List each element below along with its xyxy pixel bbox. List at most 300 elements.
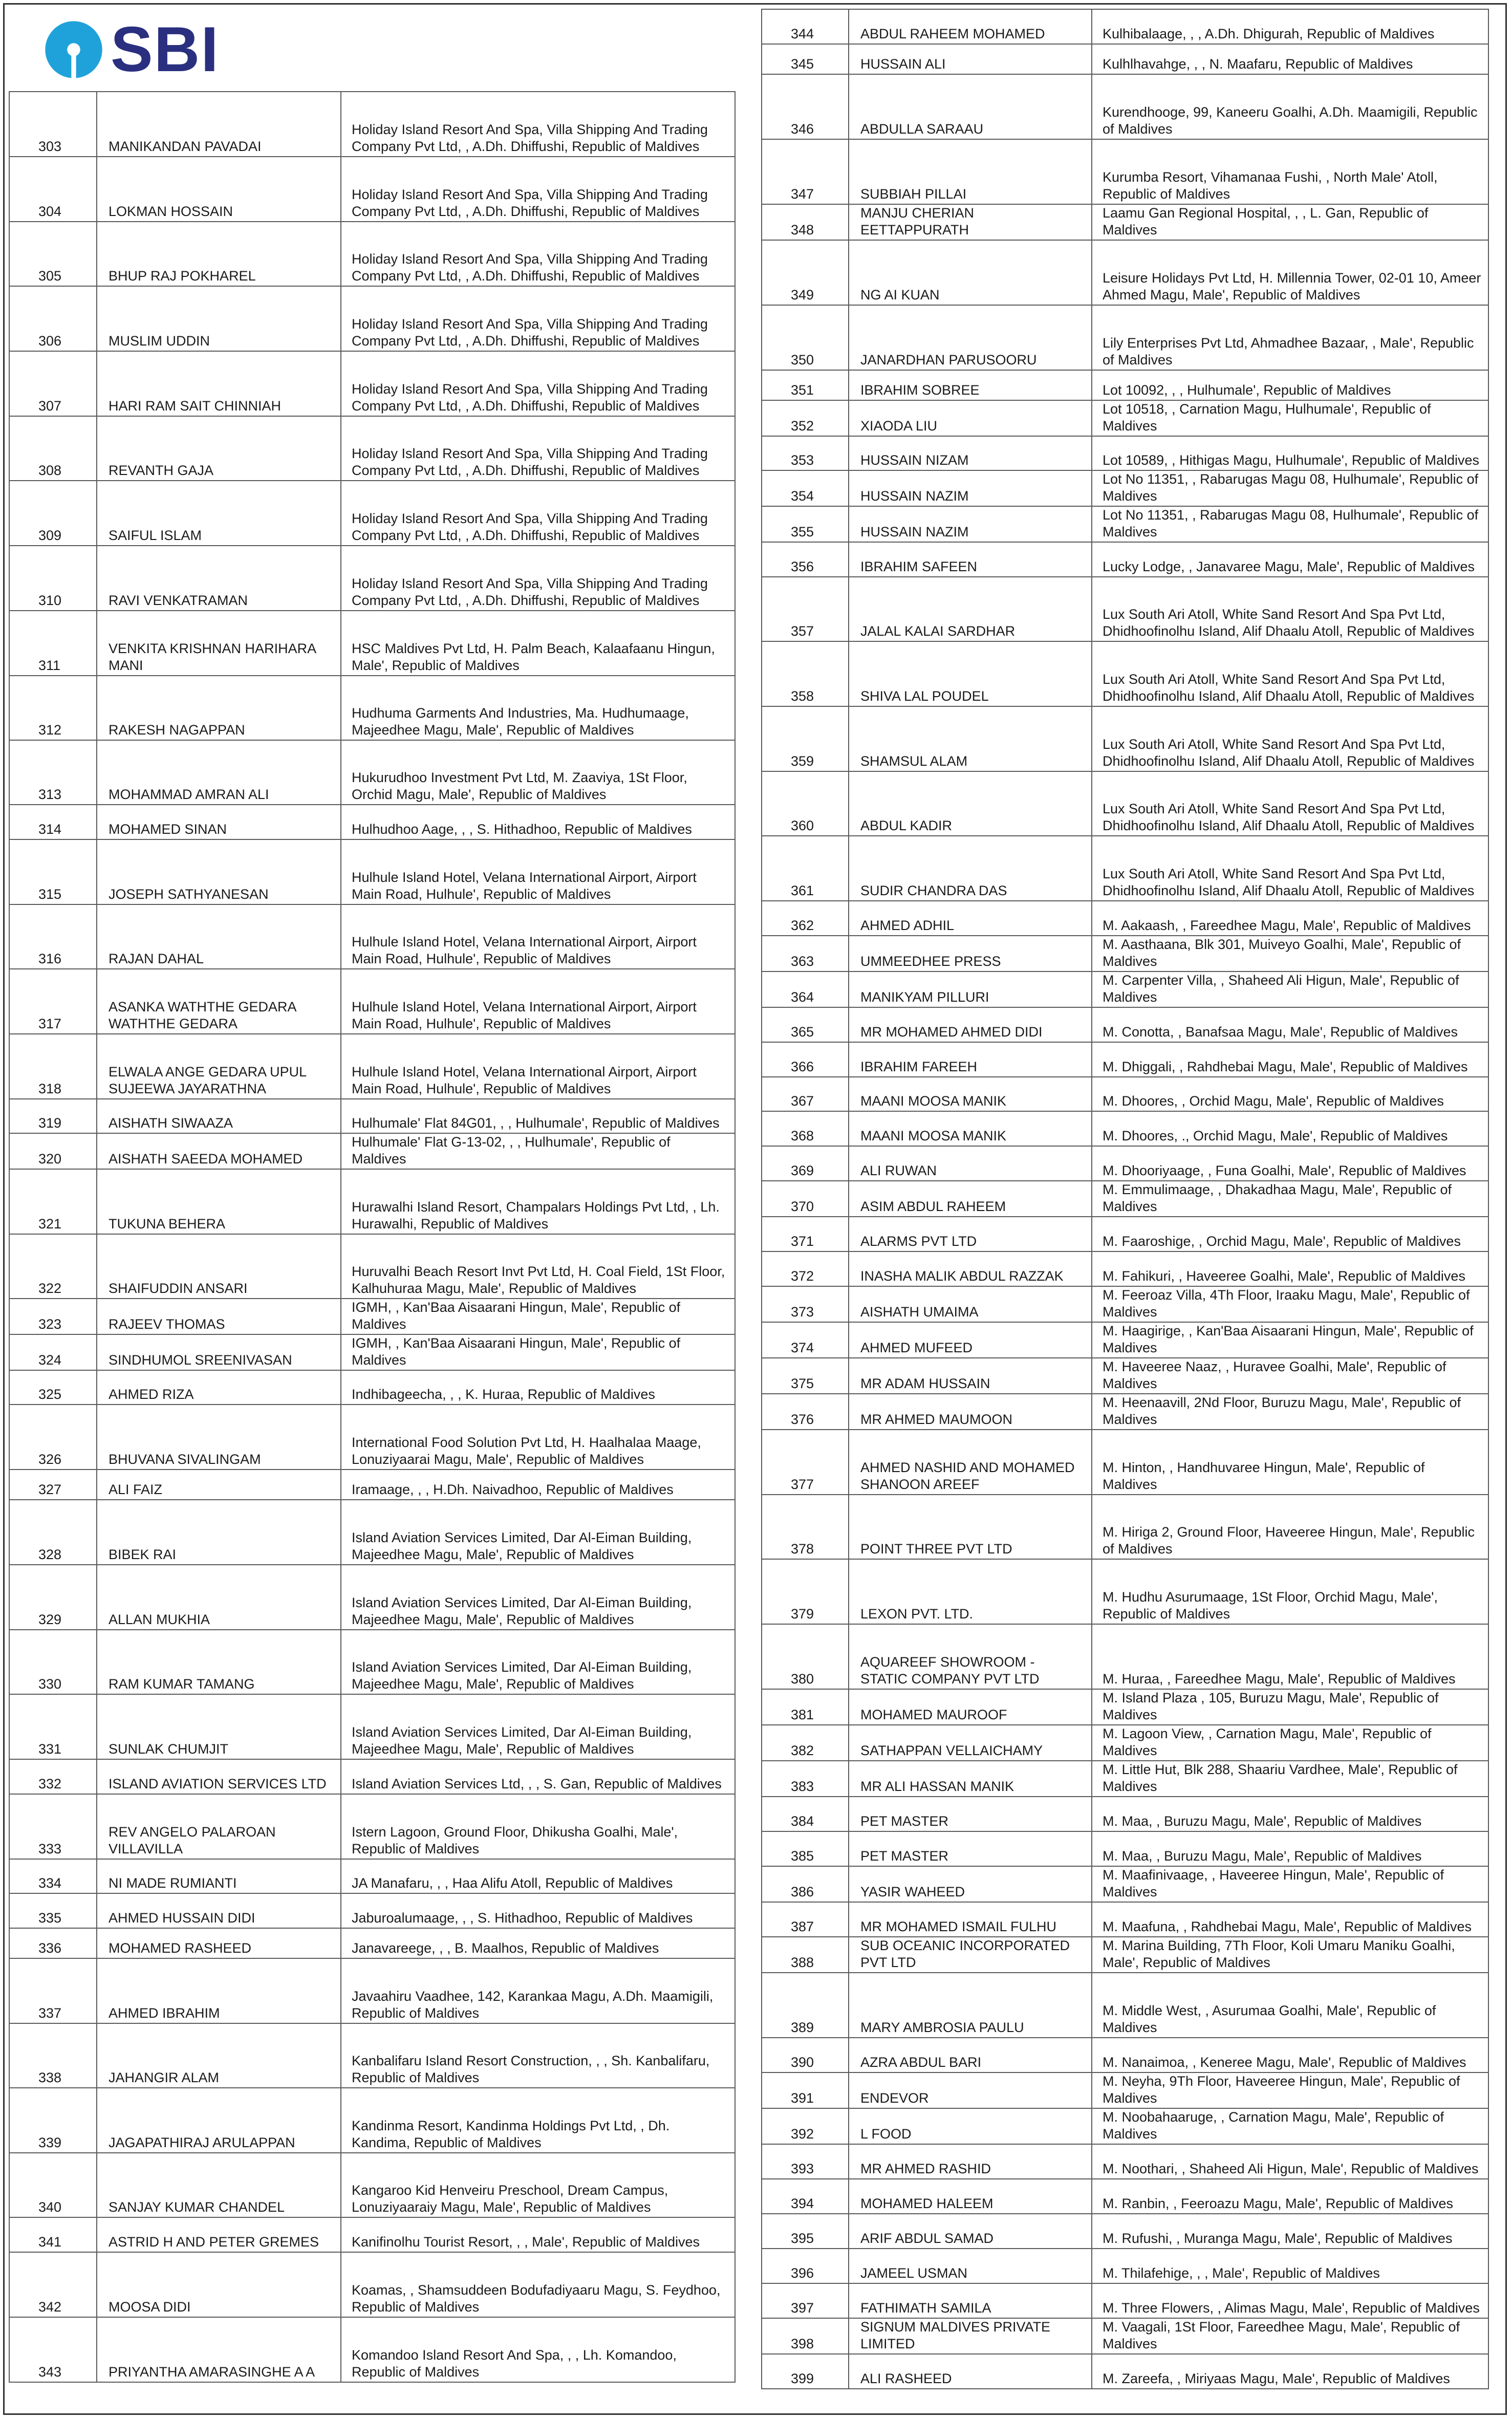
table-row — [762, 1251, 1488, 1286]
account-name: AHMED NASHID AND MOHAMED SHANOON AREEF — [849, 1430, 1092, 1495]
row-number: 335 — [9, 1893, 97, 1928]
account-name: SHAIFUDDIN ANSARI — [97, 1234, 341, 1299]
account-name: POINT THREE PVT LTD — [849, 1495, 1092, 1559]
row-number: 318 — [9, 1034, 97, 1099]
table-row — [762, 2108, 1488, 2144]
account-name: PRIYANTHA AMARASINGHE A A — [97, 2317, 341, 2382]
table-row — [9, 1928, 735, 1958]
row-number: 338 — [9, 2023, 97, 2088]
account-name: MR AHMED MAUMOON — [849, 1394, 1092, 1430]
row-number: 374 — [762, 1322, 849, 1358]
account-name: MOOSA DIDI — [97, 2252, 341, 2317]
row-number: 358 — [762, 641, 849, 706]
table-row — [9, 1470, 735, 1500]
account-name: INASHA MALIK ABDUL RAZZAK — [849, 1251, 1092, 1286]
account-address: M. Huraa, , Fareedhee Magu, Male', Republic of Maldives — [1092, 1624, 1488, 1689]
table-row — [762, 400, 1488, 436]
account-name: SHAMSUL ALAM — [849, 706, 1092, 771]
row-number: 382 — [762, 1725, 849, 1761]
account-address: Lily Enterprises Pvt Ltd, Ahmadhee Bazaar, , Male', Republic of Maldives — [1092, 305, 1488, 370]
account-address: Hulhudhoo Aage, , , S. Hithadhoo, Republic of Maldives — [341, 805, 735, 839]
account-address: Leisure Holidays Pvt Ltd, H. Millennia Tower, 02-01 10, Ameer Ahmed Magu, Male', Republic of Maldives — [1092, 240, 1488, 305]
table-row — [762, 901, 1488, 936]
account-name: ALARMS PVT LTD — [849, 1217, 1092, 1251]
account-address: Lot 10092, , , Hulhumale', Republic of Maldives — [1092, 370, 1488, 400]
account-address: M. Nanaimoa, , Keneree Magu, Male', Republic of Maldives — [1092, 2038, 1488, 2072]
table-row — [9, 1299, 735, 1334]
account-address: IGMH, , Kan'Baa Aisaarani Hingun, Male', Republic of Maldives — [341, 1299, 735, 1334]
account-name: UMMEEDHEE PRESS — [849, 936, 1092, 971]
row-number: 342 — [9, 2252, 97, 2317]
account-address: Iramaage, , , H.Dh. Naivadhoo, Republic of Maldives — [341, 1470, 735, 1500]
row-number: 386 — [762, 1866, 849, 1902]
row-number: 355 — [762, 506, 849, 542]
table-row — [762, 1725, 1488, 1761]
table-row — [9, 351, 735, 416]
account-name: REVANTH GAJA — [97, 416, 341, 481]
account-address: M. Carpenter Villa, , Shaheed Ali Higun, Male', Republic of Maldives — [1092, 971, 1488, 1007]
account-name: HUSSAIN NAZIM — [849, 506, 1092, 542]
table-row — [762, 240, 1488, 305]
account-address: Kurendhooge, 99, Kaneeru Goalhi, A.Dh. Maamigili, Republic of Maldives — [1092, 74, 1488, 139]
account-address: International Food Solution Pvt Ltd, H. Haalhalaa Maage, Lonuziyaarai Magu, Male', Republic of Maldives — [341, 1405, 735, 1470]
row-number: 369 — [762, 1146, 849, 1181]
account-name: BIBEK RAI — [97, 1500, 341, 1565]
account-name: MR ALI HASSAN MANIK — [849, 1761, 1092, 1797]
account-name: MOHAMED MAUROOF — [849, 1689, 1092, 1725]
account-address: Hudhuma Garments And Industries, Ma. Hudhumaage, Majeedhee Magu, Male', Republic of Maldives — [341, 676, 735, 740]
account-address: M. Aasthaana, Blk 301, Muiveyo Goalhi, Male', Republic of Maldives — [1092, 936, 1488, 971]
account-address: M. Neyha, 9Th Floor, Haveeree Hingun, Male', Republic of Maldives — [1092, 2072, 1488, 2108]
table-row — [762, 2249, 1488, 2283]
row-number: 343 — [9, 2317, 97, 2382]
row-number: 329 — [9, 1565, 97, 1630]
row-number: 340 — [9, 2153, 97, 2217]
table-row — [9, 611, 735, 676]
row-number: 304 — [9, 157, 97, 222]
account-address: Istern Lagoon, Ground Floor, Dhikusha Goalhi, Male', Republic of Maldives — [341, 1794, 735, 1859]
row-number: 319 — [9, 1099, 97, 1133]
row-number: 366 — [762, 1042, 849, 1077]
table-row — [9, 286, 735, 351]
account-name: MUSLIM UDDIN — [97, 286, 341, 351]
account-address: M. Faaroshige, , Orchid Magu, Male', Republic of Maldives — [1092, 1217, 1488, 1251]
account-address: Lot 10518, , Carnation Magu, Hulhumale', Republic of Maldives — [1092, 400, 1488, 436]
row-number: 312 — [9, 676, 97, 740]
account-name: ENDEVOR — [849, 2072, 1092, 2108]
account-name: TUKUNA BEHERA — [97, 1169, 341, 1234]
account-name: JANARDHAN PARUSOORU — [849, 305, 1092, 370]
account-address: Island Aviation Services Limited, Dar Al-Eiman Building, Majeedhee Magu, Male', Republic of Maldives — [341, 1500, 735, 1565]
row-number: 325 — [9, 1370, 97, 1405]
row-number: 361 — [762, 836, 849, 901]
sbi-logo — [44, 14, 220, 85]
row-number: 344 — [762, 9, 849, 44]
account-address: M. Hudhu Asurumaage, 1St Floor, Orchid Magu, Male', Republic of Maldives — [1092, 1559, 1488, 1624]
table-row — [9, 969, 735, 1034]
row-number: 373 — [762, 1286, 849, 1322]
row-number: 397 — [762, 2283, 849, 2318]
account-address: IGMH, , Kan'Baa Aisaarani Hingun, Male', Republic of Maldives — [341, 1334, 735, 1370]
table-row — [762, 1902, 1488, 1937]
account-name: MOHAMED HALEEM — [849, 2179, 1092, 2214]
account-address: M. Lagoon View, , Carnation Magu, Male', Republic of Maldives — [1092, 1725, 1488, 1761]
account-name: JOSEPH SATHYANESAN — [97, 839, 341, 904]
row-number: 389 — [762, 1973, 849, 2038]
account-name: ALLAN MUKHIA — [97, 1565, 341, 1630]
account-address: Indhibageecha, , , K. Huraa, Republic of Maldives — [341, 1370, 735, 1405]
row-number: 398 — [762, 2318, 849, 2354]
table-row — [9, 1370, 735, 1405]
table-row — [9, 481, 735, 546]
account-address: HSC Maldives Pvt Ltd, H. Palm Beach, Kalaafaanu Hingun, Male', Republic of Maldives — [341, 611, 735, 676]
row-number: 320 — [9, 1133, 97, 1169]
account-name: JAMEEL USMAN — [849, 2249, 1092, 2283]
row-number: 396 — [762, 2249, 849, 2283]
account-address: M. Haveeree Naaz, , Huravee Goalhi, Male', Republic of Maldives — [1092, 1358, 1488, 1394]
account-address: M. Hiriga 2, Ground Floor, Haveeree Hingun, Male', Republic of Maldives — [1092, 1495, 1488, 1559]
row-number: 331 — [9, 1694, 97, 1759]
row-number: 362 — [762, 901, 849, 936]
row-number: 394 — [762, 2179, 849, 2214]
account-address: Hulhule Island Hotel, Velana International Airport, Airport Main Road, Hulhule', Republic of Maldives — [341, 839, 735, 904]
account-address: M. Zareefa, , Miriyaas Magu, Male', Republic of Maldives — [1092, 2354, 1488, 2389]
table-row — [762, 1430, 1488, 1495]
account-address: M. Heenaavill, 2Nd Floor, Buruzu Magu, Male', Republic of Maldives — [1092, 1394, 1488, 1430]
row-number: 330 — [9, 1630, 97, 1694]
account-address: M. Haagirige, , Kan'Baa Aisaarani Hingun, Male', Republic of Maldives — [1092, 1322, 1488, 1358]
row-number: 390 — [762, 2038, 849, 2072]
account-name: ASIM ABDUL RAHEEM — [849, 1181, 1092, 1217]
row-number: 316 — [9, 904, 97, 969]
table-row — [762, 1217, 1488, 1251]
row-number: 379 — [762, 1559, 849, 1624]
row-number: 363 — [762, 936, 849, 971]
account-name: MAANI MOOSA MANIK — [849, 1077, 1092, 1111]
row-number: 375 — [762, 1358, 849, 1394]
table-row — [9, 416, 735, 481]
table-row — [762, 9, 1488, 44]
account-address: M. Emmulimaage, , Dhakadhaa Magu, Male', Republic of Maldives — [1092, 1181, 1488, 1217]
account-address: Island Aviation Services Limited, Dar Al-Eiman Building, Majeedhee Magu, Male', Republic of Maldives — [341, 1694, 735, 1759]
row-number: 385 — [762, 1831, 849, 1866]
row-number: 333 — [9, 1794, 97, 1859]
row-number: 399 — [762, 2354, 849, 2389]
table-row — [762, 44, 1488, 74]
account-name: MAANI MOOSA MANIK — [849, 1111, 1092, 1146]
account-name: ASANKA WATHTHE GEDARA WATHTHE GEDARA — [97, 969, 341, 1034]
account-name: SIGNUM MALDIVES PRIVATE LIMITED — [849, 2318, 1092, 2354]
account-name: AZRA ABDUL BARI — [849, 2038, 1092, 2072]
account-name: RAVI VENKATRAMAN — [97, 546, 341, 611]
account-address: M. Noothari, , Shaheed Ali Higun, Male', Republic of Maldives — [1092, 2144, 1488, 2179]
account-address: M. Ranbin, , Feeroazu Magu, Male', Republic of Maldives — [1092, 2179, 1488, 2214]
account-name: AHMED IBRAHIM — [97, 1958, 341, 2023]
account-name: REV ANGELO PALAROAN VILLAVILLA — [97, 1794, 341, 1859]
account-name: RAJAN DAHAL — [97, 904, 341, 969]
row-number: 307 — [9, 351, 97, 416]
table-row — [762, 436, 1488, 470]
account-address: M. Noobahaaruge, , Carnation Magu, Male', Republic of Maldives — [1092, 2108, 1488, 2144]
table-row — [762, 2318, 1488, 2354]
row-number: 323 — [9, 1299, 97, 1334]
account-name: AISHATH SIWAAZA — [97, 1099, 341, 1133]
row-number: 364 — [762, 971, 849, 1007]
account-address: M. Aakaash, , Fareedhee Magu, Male', Republic of Maldives — [1092, 901, 1488, 936]
row-number: 357 — [762, 577, 849, 641]
account-name: JAGAPATHIRAJ ARULAPPAN — [97, 2088, 341, 2153]
row-number: 368 — [762, 1111, 849, 1146]
row-number: 380 — [762, 1624, 849, 1689]
row-number: 324 — [9, 1334, 97, 1370]
row-number: 332 — [9, 1759, 97, 1794]
account-name: ABDUL KADIR — [849, 771, 1092, 836]
table-row — [9, 1893, 735, 1928]
account-name: MARY AMBROSIA PAULU — [849, 1973, 1092, 2038]
sbi-logo-text: SBI — [111, 14, 220, 85]
account-address: Holiday Island Resort And Spa, Villa Shipping And Trading Company Pvt Ltd, , A.Dh. Dhiffushi, Republic of Maldives — [341, 157, 735, 222]
table-row — [9, 1034, 735, 1099]
account-address: M. Middle West, , Asurumaa Goalhi, Male', Republic of Maldives — [1092, 1973, 1488, 2038]
account-name: SAIFUL ISLAM — [97, 481, 341, 546]
account-name: LOKMAN HOSSAIN — [97, 157, 341, 222]
row-number: 395 — [762, 2214, 849, 2249]
account-address: Kanbalifaru Island Resort Construction, , , Sh. Kanbalifaru, Republic of Maldives — [341, 2023, 735, 2088]
table-row — [762, 1007, 1488, 1042]
account-name: SANJAY KUMAR CHANDEL — [97, 2153, 341, 2217]
account-address: M. Hinton, , Handhuvaree Hingun, Male', Republic of Maldives — [1092, 1430, 1488, 1495]
row-number: 313 — [9, 740, 97, 805]
row-number: 370 — [762, 1181, 849, 1217]
account-name: NI MADE RUMIANTI — [97, 1859, 341, 1893]
account-address: M. Feeroaz Villa, 4Th Floor, Iraaku Magu, Male', Republic of Maldives — [1092, 1286, 1488, 1322]
account-name: ISLAND AVIATION SERVICES LTD — [97, 1759, 341, 1794]
row-number: 314 — [9, 805, 97, 839]
row-number: 376 — [762, 1394, 849, 1430]
account-address: Hukurudhoo Investment Pvt Ltd, M. Zaaviya, 1St Floor, Orchid Magu, Male', Republic of Maldives — [341, 740, 735, 805]
account-address: Lot 10589, , Hithigas Magu, Hulhumale', Republic of Maldives — [1092, 436, 1488, 470]
row-number: 349 — [762, 240, 849, 305]
row-number: 326 — [9, 1405, 97, 1470]
account-name: ASTRID H AND PETER GREMES — [97, 2217, 341, 2252]
table-row — [9, 1133, 735, 1169]
account-name: JALAL KALAI SARDHAR — [849, 577, 1092, 641]
row-number: 306 — [9, 286, 97, 351]
account-name: BHUVANA SIVALINGAM — [97, 1405, 341, 1470]
row-number: 308 — [9, 416, 97, 481]
table-row — [762, 2072, 1488, 2108]
account-name: AHMED RIZA — [97, 1370, 341, 1405]
table-row — [9, 1099, 735, 1133]
table-row — [762, 74, 1488, 139]
row-number: 309 — [9, 481, 97, 546]
account-address: M. Dhiggali, , Rahdhebai Magu, Male', Republic of Maldives — [1092, 1042, 1488, 1077]
account-address: Holiday Island Resort And Spa, Villa Shipping And Trading Company Pvt Ltd, , A.Dh. Dhiffushi, Republic of Maldives — [341, 546, 735, 611]
account-name: MOHAMED SINAN — [97, 805, 341, 839]
account-name: PET MASTER — [849, 1797, 1092, 1831]
row-number: 387 — [762, 1902, 849, 1937]
account-address: Holiday Island Resort And Spa, Villa Shipping And Trading Company Pvt Ltd, , A.Dh. Dhiffushi, Republic of Maldives — [341, 222, 735, 286]
account-name: SUBBIAH PILLAI — [849, 139, 1092, 204]
table-row — [762, 1322, 1488, 1358]
row-number: 336 — [9, 1928, 97, 1958]
table-row — [762, 2354, 1488, 2389]
beneficiary-table-left — [9, 91, 736, 2383]
table-row — [762, 2144, 1488, 2179]
account-address: Kulhlhavahge, , , N. Maafaru, Republic of Maldives — [1092, 44, 1488, 74]
account-name: YASIR WAHEED — [849, 1866, 1092, 1902]
account-address: Huruvalhi Beach Resort Invt Pvt Ltd, H. Coal Field, 1St Floor, Kalhuhuraa Magu, Male', Republic of Maldives — [341, 1234, 735, 1299]
row-number: 388 — [762, 1937, 849, 1973]
account-name: MR ADAM HUSSAIN — [849, 1358, 1092, 1394]
table-row — [9, 1334, 735, 1370]
account-address: M. Dhoores, , Orchid Magu, Male', Republic of Maldives — [1092, 1077, 1488, 1111]
account-address: Island Aviation Services Ltd, , , S. Gan, Republic of Maldives — [341, 1759, 735, 1794]
account-address: M. Little Hut, Blk 288, Shaariu Vardhee, Male', Republic of Maldives — [1092, 1761, 1488, 1797]
account-name: VENKITA KRISHNAN HARIHARA MANI — [97, 611, 341, 676]
table-row — [9, 1759, 735, 1794]
row-number: 322 — [9, 1234, 97, 1299]
account-address: Komandoo Island Resort And Spa, , , Lh. Komandoo, Republic of Maldives — [341, 2317, 735, 2382]
account-address: Laamu Gan Regional Hospital, , , L. Gan, Republic of Maldives — [1092, 204, 1488, 240]
row-number: 347 — [762, 139, 849, 204]
account-address: Lot No 11351, , Rabarugas Magu 08, Hulhumale', Republic of Maldives — [1092, 470, 1488, 506]
account-name: RAM KUMAR TAMANG — [97, 1630, 341, 1694]
row-number: 372 — [762, 1251, 849, 1286]
account-name: IBRAHIM SAFEEN — [849, 542, 1092, 577]
row-number: 354 — [762, 470, 849, 506]
table-row — [9, 1500, 735, 1565]
table-row — [762, 1146, 1488, 1181]
row-number: 378 — [762, 1495, 849, 1559]
account-name: ALI FAIZ — [97, 1470, 341, 1500]
account-address: M. Maa, , Buruzu Magu, Male', Republic of Maldives — [1092, 1797, 1488, 1831]
row-number: 367 — [762, 1077, 849, 1111]
account-address: Lux South Ari Atoll, White Sand Resort And Spa Pvt Ltd, Dhidhoofinolhu Island, Alif Dhaalu Atoll, Republic of Maldives — [1092, 771, 1488, 836]
table-row — [762, 1394, 1488, 1430]
row-number: 315 — [9, 839, 97, 904]
beneficiary-table-right — [761, 9, 1489, 2389]
account-name: AHMED HUSSAIN DIDI — [97, 1893, 341, 1928]
account-name: SUNLAK CHUMJIT — [97, 1694, 341, 1759]
account-name: IBRAHIM SOBREE — [849, 370, 1092, 400]
table-row — [762, 936, 1488, 971]
table-row — [762, 1689, 1488, 1725]
account-address: M. Maafuna, , Rahdhebai Magu, Male', Republic of Maldives — [1092, 1902, 1488, 1937]
account-name: ELWALA ANGE GEDARA UPUL SUJEEWA JAYARATHNA — [97, 1034, 341, 1099]
table-row — [762, 1831, 1488, 1866]
account-address: Lux South Ari Atoll, White Sand Resort And Spa Pvt Ltd, Dhidhoofinolhu Island, Alif Dhaalu Atoll, Republic of Maldives — [1092, 577, 1488, 641]
row-number: 345 — [762, 44, 849, 74]
account-name: RAJEEV THOMAS — [97, 1299, 341, 1334]
account-name: HARI RAM SAIT CHINNIAH — [97, 351, 341, 416]
row-number: 377 — [762, 1430, 849, 1495]
account-name: AQUAREEF SHOWROOM - STATIC COMPANY PVT LTD — [849, 1624, 1092, 1689]
account-address: Hulhumale' Flat 84G01, , , Hulhumale', Republic of Maldives — [341, 1099, 735, 1133]
account-address: M. Dhoores, ., Orchid Magu, Male', Republic of Maldives — [1092, 1111, 1488, 1146]
row-number: 360 — [762, 771, 849, 836]
account-address: M. Fahikuri, , Haveeree Goalhi, Male', Republic of Maldives — [1092, 1251, 1488, 1286]
table-row — [762, 1624, 1488, 1689]
account-address: Lux South Ari Atoll, White Sand Resort And Spa Pvt Ltd, Dhidhoofinolhu Island, Alif Dhaalu Atoll, Republic of Maldives — [1092, 706, 1488, 771]
account-name: SUB OCEANIC INCORPORATED PVT LTD — [849, 1937, 1092, 1973]
table-row — [762, 1077, 1488, 1111]
table-row — [762, 971, 1488, 1007]
table-row — [762, 771, 1488, 836]
account-name: RAKESH NAGAPPAN — [97, 676, 341, 740]
account-address: Hulhule Island Hotel, Velana International Airport, Airport Main Road, Hulhule', Republic of Maldives — [341, 1034, 735, 1099]
table-row — [762, 506, 1488, 542]
account-address: Lux South Ari Atoll, White Sand Resort And Spa Pvt Ltd, Dhidhoofinolhu Island, Alif Dhaalu Atoll, Republic of Maldives — [1092, 836, 1488, 901]
row-number: 317 — [9, 969, 97, 1034]
account-name: XIAODA LIU — [849, 400, 1092, 436]
account-address: Lux South Ari Atoll, White Sand Resort And Spa Pvt Ltd, Dhidhoofinolhu Island, Alif Dhaalu Atoll, Republic of Maldives — [1092, 641, 1488, 706]
table-row — [9, 1794, 735, 1859]
account-address: Holiday Island Resort And Spa, Villa Shipping And Trading Company Pvt Ltd, , A.Dh. Dhiffushi, Republic of Maldives — [341, 481, 735, 546]
table-row — [762, 1797, 1488, 1831]
row-number: 353 — [762, 436, 849, 470]
table-row — [9, 2088, 735, 2153]
account-name: MANIKANDAN PAVADAI — [97, 92, 341, 157]
account-name: ABDULLA SARAAU — [849, 74, 1092, 139]
account-address: Kurumba Resort, Vihamanaa Fushi, , North Male' Atoll, Republic of Maldives — [1092, 139, 1488, 204]
account-name: ABDUL RAHEEM MOHAMED — [849, 9, 1092, 44]
row-number: 351 — [762, 370, 849, 400]
account-name: HUSSAIN ALI — [849, 44, 1092, 74]
account-address: M. Conotta, , Banafsaa Magu, Male', Republic of Maldives — [1092, 1007, 1488, 1042]
account-name: MR MOHAMED AHMED DIDI — [849, 1007, 1092, 1042]
row-number: 365 — [762, 1007, 849, 1042]
account-name: SINDHUMOL SREENIVASAN — [97, 1334, 341, 1370]
account-address: Island Aviation Services Limited, Dar Al-Eiman Building, Majeedhee Magu, Male', Republic of Maldives — [341, 1630, 735, 1694]
table-row — [762, 1358, 1488, 1394]
account-name: MANJU CHERIAN EETTAPPURATH — [849, 204, 1092, 240]
table-row — [9, 546, 735, 611]
table-row — [9, 222, 735, 286]
row-number: 310 — [9, 546, 97, 611]
account-address: Holiday Island Resort And Spa, Villa Shipping And Trading Company Pvt Ltd, , A.Dh. Dhiffushi, Republic of Maldives — [341, 416, 735, 481]
row-number: 359 — [762, 706, 849, 771]
account-address: Hulhule Island Hotel, Velana International Airport, Airport Main Road, Hulhule', Republic of Maldives — [341, 904, 735, 969]
table-row — [762, 470, 1488, 506]
row-number: 339 — [9, 2088, 97, 2153]
table-row — [9, 676, 735, 740]
table-row — [762, 1495, 1488, 1559]
table-row — [762, 2214, 1488, 2249]
table-row — [762, 139, 1488, 204]
table-row — [762, 1761, 1488, 1797]
row-number: 393 — [762, 2144, 849, 2179]
table-row — [762, 1286, 1488, 1322]
account-name: AISHATH SAEEDA MOHAMED — [97, 1133, 341, 1169]
account-address: M. Rufushi, , Muranga Magu, Male', Republic of Maldives — [1092, 2214, 1488, 2249]
row-number: 391 — [762, 2072, 849, 2108]
account-address: Lot No 11351, , Rabarugas Magu 08, Hulhumale', Republic of Maldives — [1092, 506, 1488, 542]
table-row — [9, 740, 735, 805]
row-number: 337 — [9, 1958, 97, 2023]
row-number: 384 — [762, 1797, 849, 1831]
account-name: MR AHMED RASHID — [849, 2144, 1092, 2179]
account-address: Jaburoalumaage, , , S. Hithadhoo, Republic of Maldives — [341, 1893, 735, 1928]
table-row — [9, 1405, 735, 1470]
account-address: M. Island Plaza , 105, Buruzu Magu, Male', Republic of Maldives — [1092, 1689, 1488, 1725]
table-row — [9, 1234, 735, 1299]
table-row — [762, 577, 1488, 641]
account-address: Holiday Island Resort And Spa, Villa Shipping And Trading Company Pvt Ltd, , A.Dh. Dhiffushi, Republic of Maldives — [341, 351, 735, 416]
table-row — [9, 2023, 735, 2088]
account-address: Hulhule Island Hotel, Velana International Airport, Airport Main Road, Hulhule', Republic of Maldives — [341, 969, 735, 1034]
row-number: 352 — [762, 400, 849, 436]
